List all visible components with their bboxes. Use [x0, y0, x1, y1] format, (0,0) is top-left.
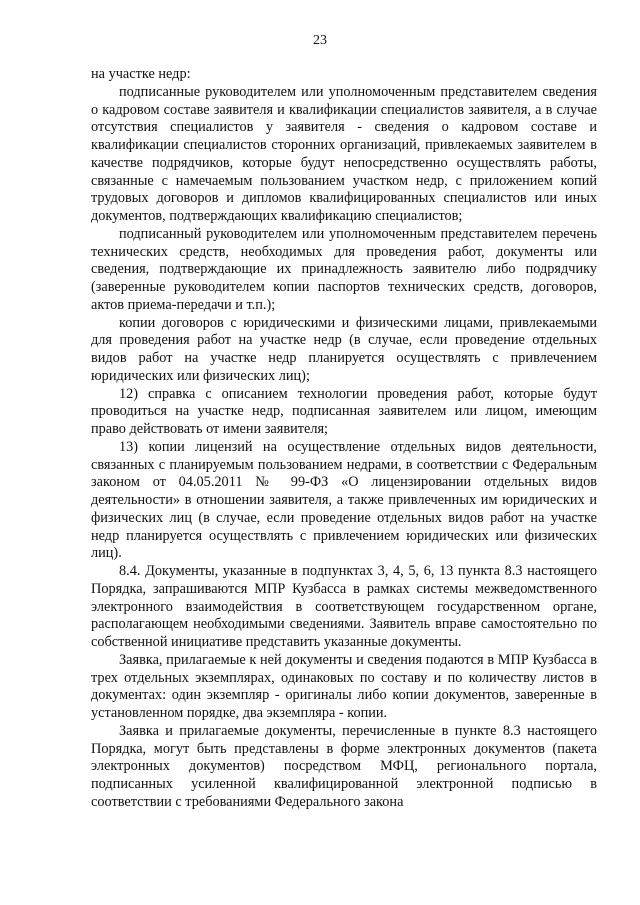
- paragraph-copies: Заявка, прилагаемые к ней документы и сведения подаются в МПР Кузбасса в трех отдельных экземплярах, одинаковых по составу и по количеству листов в документах: один экземпляр - оригиналы либо копии документов, заверенные в установленном порядке, два экземпляра - копии.: [91, 651, 597, 721]
- paragraph-item-13: 13) копии лицензий на осуществление отдельных видов деятельности, связанных с планируемым пользованием недрами, в соответствии с Федеральным законом от 04.05.2011 № 99-ФЗ «О лицензировании отдельных видов деятельности» в отношении заявителя, а также привлеченных им юридических и физических лиц (в случае, если проведение отдельных видов работ на участке недр планируется осуществлять с привлечением юридических или физических лиц).: [91, 438, 597, 562]
- paragraph-contracts: копии договоров с юридическими и физическими лицами, привлекаемыми для проведения работ на участке недр (в случае, если проведение отдельных видов работ на участке недр планируется осуществлять с привлечением юридических или физических лиц);: [91, 314, 597, 384]
- page-number: 23: [313, 33, 327, 48]
- document-body: [91, 66, 597, 812]
- paragraph-section-8-4: 8.4. Документы, указанные в подпунктах 3, 4, 5, 6, 13 пункта 8.3 настоящего Порядка, запрашиваются МПР Кузбасса в рамках системы межведомственного электронного взаимодействия в соответствующем государственном органе, располагающем необходимыми сведениями. Заявитель вправе самостоятельно по собственной инициативе представить указанные документы.: [91, 563, 597, 650]
- paragraph-electronic-form: Заявка и прилагаемые документы, перечисленные в пункте 8.3 настоящего Порядка, могут быть представлены в форме электронных документов (пакета электронных документов) посредством МФЦ, регионального портала, подписанных усиленной квалифицированной электронной подписью в соответствии с требованиями Федерального закона: [91, 722, 597, 810]
- paragraph-technical-means: подписанный руководителем или уполномоченным представителем перечень технических средств, необходимых для проведения работ, документы или сведения, подтверждающие их принадлежность заявителю либо подрядчику (заверенные руководителем копии паспортов технических средств, договоров, актов приема-передачи и т.п.);: [91, 225, 597, 313]
- paragraph-item-12: 12) справка с описанием технологии проведения работ, которые будут проводиться на участке недр, подписанная заявителем или лицом, имеющим право действовать от имени заявителя;: [91, 385, 597, 437]
- paragraph-staff-info: подписанные руководителем или уполномоченным представителем сведения о кадровом составе заявителя и квалификации специалистов заявителя, а в случае отсутствия специалистов у заявителя - сведения о кадровом составе и квалификации специалистов сторонних организаций, привлекаемых заявителем в качестве подрядчиков, которые будут непосредственно осуществлять работы, связанные с намечаемым пользованием участком недр, с приложением копий трудовых договоров и дипломов квалифицированных специалистов или иных документов, подтверждающих квалификацию специалистов;: [91, 83, 597, 224]
- paragraph-continuation: на участке недр:: [91, 66, 191, 82]
